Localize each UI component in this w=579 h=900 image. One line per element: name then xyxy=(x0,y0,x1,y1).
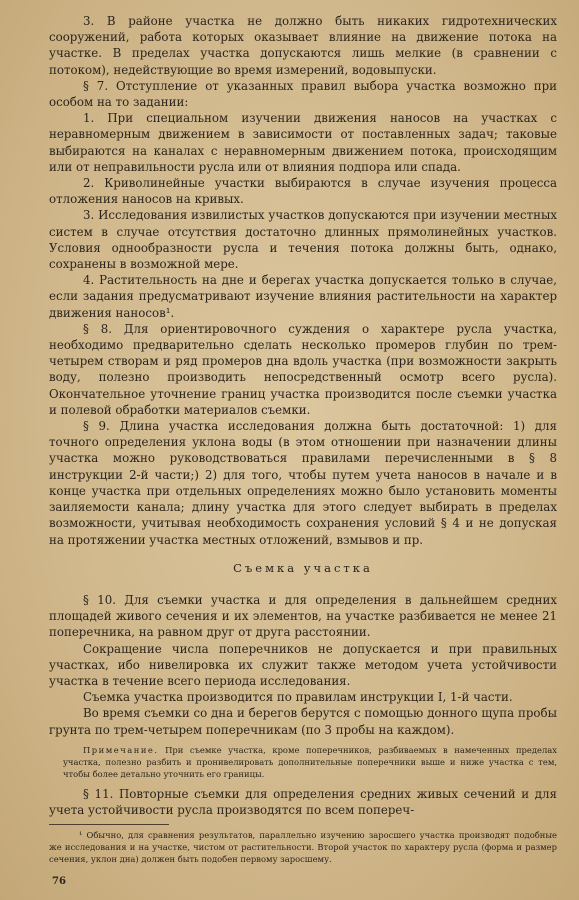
paragraph-s10: § 10. Для съемки участка и для определения в дальнейшем средних площадей живого сечения и их элементов, на участке разбивается не менее 21 поперечника, на равном друг от друга расстоянии. xyxy=(49,592,557,640)
paragraph-s9: § 9. Длина участка исследования должна быть достаточной: 1) для точного определения уклона воды (в этом отношении при назначении длины участка можно руководствоваться правилами перечисленными в § 8 инструкции 2-й части;) 2) для того, чтобы путем учета наносов в начале и в конце участка при отдельных определениях можно было установить моменты заиляемости канала; длину участка для этого следует выбирать в пределах возможности, учитывая необходимость сохранения условий § 4 и не допуская на протяжении участка местных отложений, взмывов и пр. xyxy=(49,419,557,547)
note xyxy=(63,744,557,780)
body-text-bottom xyxy=(49,786,557,818)
paragraph-s11: § 11. Повторные съемки для определения средних живых сечений и для учета устойчивости русла производятся по всем попереч- xyxy=(49,786,557,817)
paragraph-s7-item4: 4. Растительность на дне и берегах участка допускается только в случае, если задания предусматривают изучение влияния растительности на характер движения наносов¹. xyxy=(49,273,557,320)
paragraph-s10-reduction: Сокращение числа поперечников не допускается и при правильных участках, ибо нивелировка их служит также методом учета устойчивости участка в течение всего периода исследования. xyxy=(49,641,557,688)
body-text xyxy=(49,13,557,738)
paragraph-s10-samples: Во время съемки со дна и берегов берутся с помощью донного щупа пробы грунта по трем-четырем поперечникам (по 3 пробы на каждом). xyxy=(49,706,557,737)
paragraph-s7: § 7. Отступление от указанных правил выбора участка возможно при особом на то задании: xyxy=(49,78,557,110)
paragraph-s7-item2: 2. Криволинейные участки выбираются в случае изучения процесса отложения наносов на кривых. xyxy=(49,176,557,207)
section-heading: Съемка участка xyxy=(233,560,373,575)
paragraph-s10-survey: Съемка участка производится по правилам инструкции I, 1-й части. xyxy=(83,690,513,705)
footnote-divider xyxy=(49,824,169,825)
paragraph-s7-item1: 1. При специальном изучении движения наносов на участках с неравномерным движением в зависимости от поставленных задач; таковые выбираются на каналах с неравномерным движением потока, происходящим или от неправильности русла или от влияния подпора или спада. xyxy=(49,111,557,174)
footnote: ¹ Обычно, для сравнения результатов, параллельно изучению заросшего участка производят подобные же исследования и на участке, чистом от растительности. Второй участок по характеру русла (форма и размер сечения, уклон дна) должен быть подобен первому заросшему. xyxy=(49,830,557,865)
paragraph-p3-gidrotekh: 3. В районе участка не должно быть никаких гидротехнических сооружений, работа которых оказывает влияние на движение потока на участке. В пределах участка допускаются лишь мелкие (в сравнении с потоком), недействующие во время измерений, водовыпуски. xyxy=(49,14,557,77)
page-number: 76 xyxy=(52,876,66,887)
paragraph-s7-item3: 3. Исследования извилистых участков допускаются при изучении местных систем в случае отсутствия достаточно длинных прямолинейных участков. Условия однообразности русла и течения потока должны быть, однако, сохранены в возможной мере. xyxy=(49,208,557,272)
paragraph-s8: § 8. Для ориентировочного суждения о характере русла участка, необходимо предварительно сделать несколько промеров глубин по трем-четырем створам и ряд промеров дна вдоль участка (при возможности закрыть воду, полезно производить непосредственный осмотр всего русла). Окончательное уточнение границ участка производится после съемки участка и полевой обработки материалов съемки. xyxy=(49,321,557,417)
note-text: При съемке участка, кроме поперечников, разбиваемых в намеченных пределах участка, полезно разбить и пронивелировать дополнительные поперечники выше и ниже участка с тем, чтобы более детально уточнить его границы. xyxy=(63,744,557,779)
note-label: Примечание. xyxy=(83,744,159,755)
